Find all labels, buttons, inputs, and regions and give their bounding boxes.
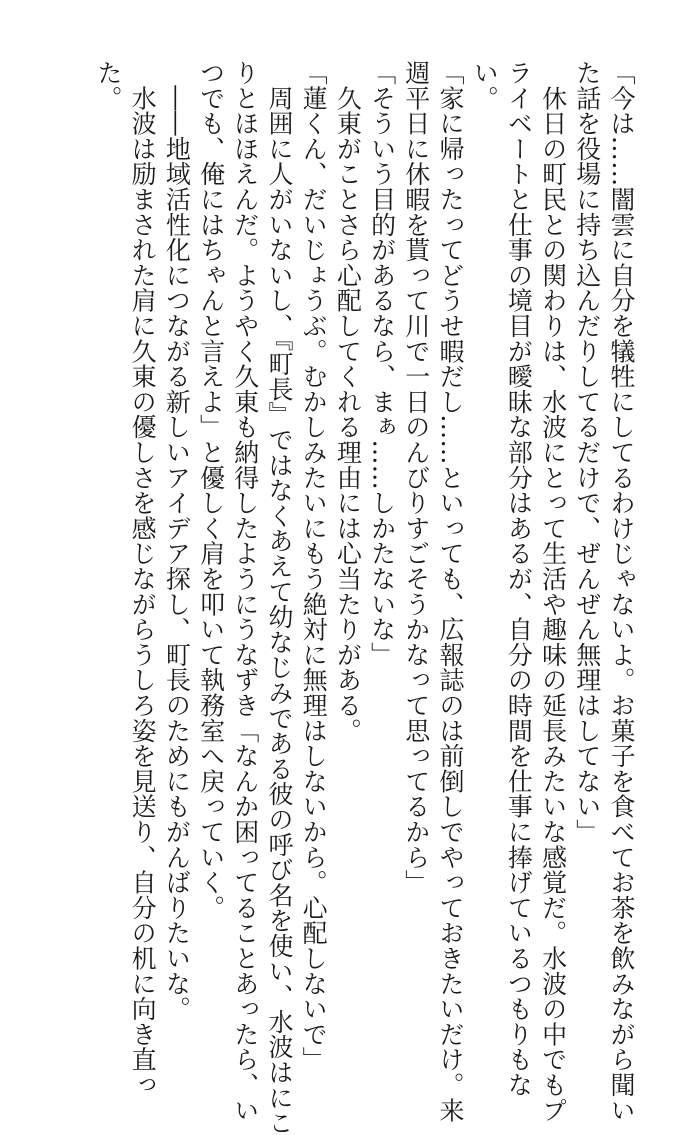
text-line: た。 [93,60,123,111]
text-line: 「蓮くん、だいじょうぶ。むかしみたいにもう絶対に無理はしないから。心配しないで」 [299,60,329,1072]
text-line: りとほほえんだ。ようやく久東も納得したようにうなずき「なんか困ってることあったら、い [230,60,260,1123]
text-line: 「今は……闇雲に自分を犠牲にしてるわけじゃないよ。お菓子を食べてお茶を飲みながら聞い [607,60,636,1123]
text-line: 「そういう目的があるなら、まぁ……しかたないな」 [367,60,397,668]
text-line: つでも、俺にはちゃんと言えよ」と優しく肩を叩いて執務室へ戻っていく。 [196,60,226,921]
text-line: 水波は励まされた肩に久東の優しさを感じながらうしろ姿を見送り、自分の机に向き直っ [128,60,158,1098]
text-line: 「家に帰ったってどうせ暇だし……といっても、広報誌のは前倒しでやっておきたいだけ。来 [435,60,465,1123]
text-line: ライベートと仕事の境目が曖昧な部分はあるが、自分の時間を仕事に捧げているつもりもな [504,60,534,1098]
text-line: 久東がことさら心配してくれる理由には心当たりがある。 [333,60,363,744]
text-line: 周囲に人がいないし、『町長』ではなくあえて幼なじみである彼の呼び名を使い、水波はにこ [264,60,294,1135]
text-line: ――地域活性化につながる新しいアイデア探し、町長のためにもがんばりたいな。 [162,60,192,1022]
text-line: 週平日に休暇を貰って川で一日のんびりすごそうかなって思ってるから」 [401,60,431,895]
text-line: い。 [470,60,500,111]
text-line: た話を役場に持ち込んだりしてるだけで、ぜんぜん無理はしてない」 [572,60,602,845]
text-line: 休日の町民との関わりは、水波にとって生活や趣味の延長みたいな感覚だ。水波の中でもプ [538,60,568,1123]
vertical-text-body [91,60,638,1135]
